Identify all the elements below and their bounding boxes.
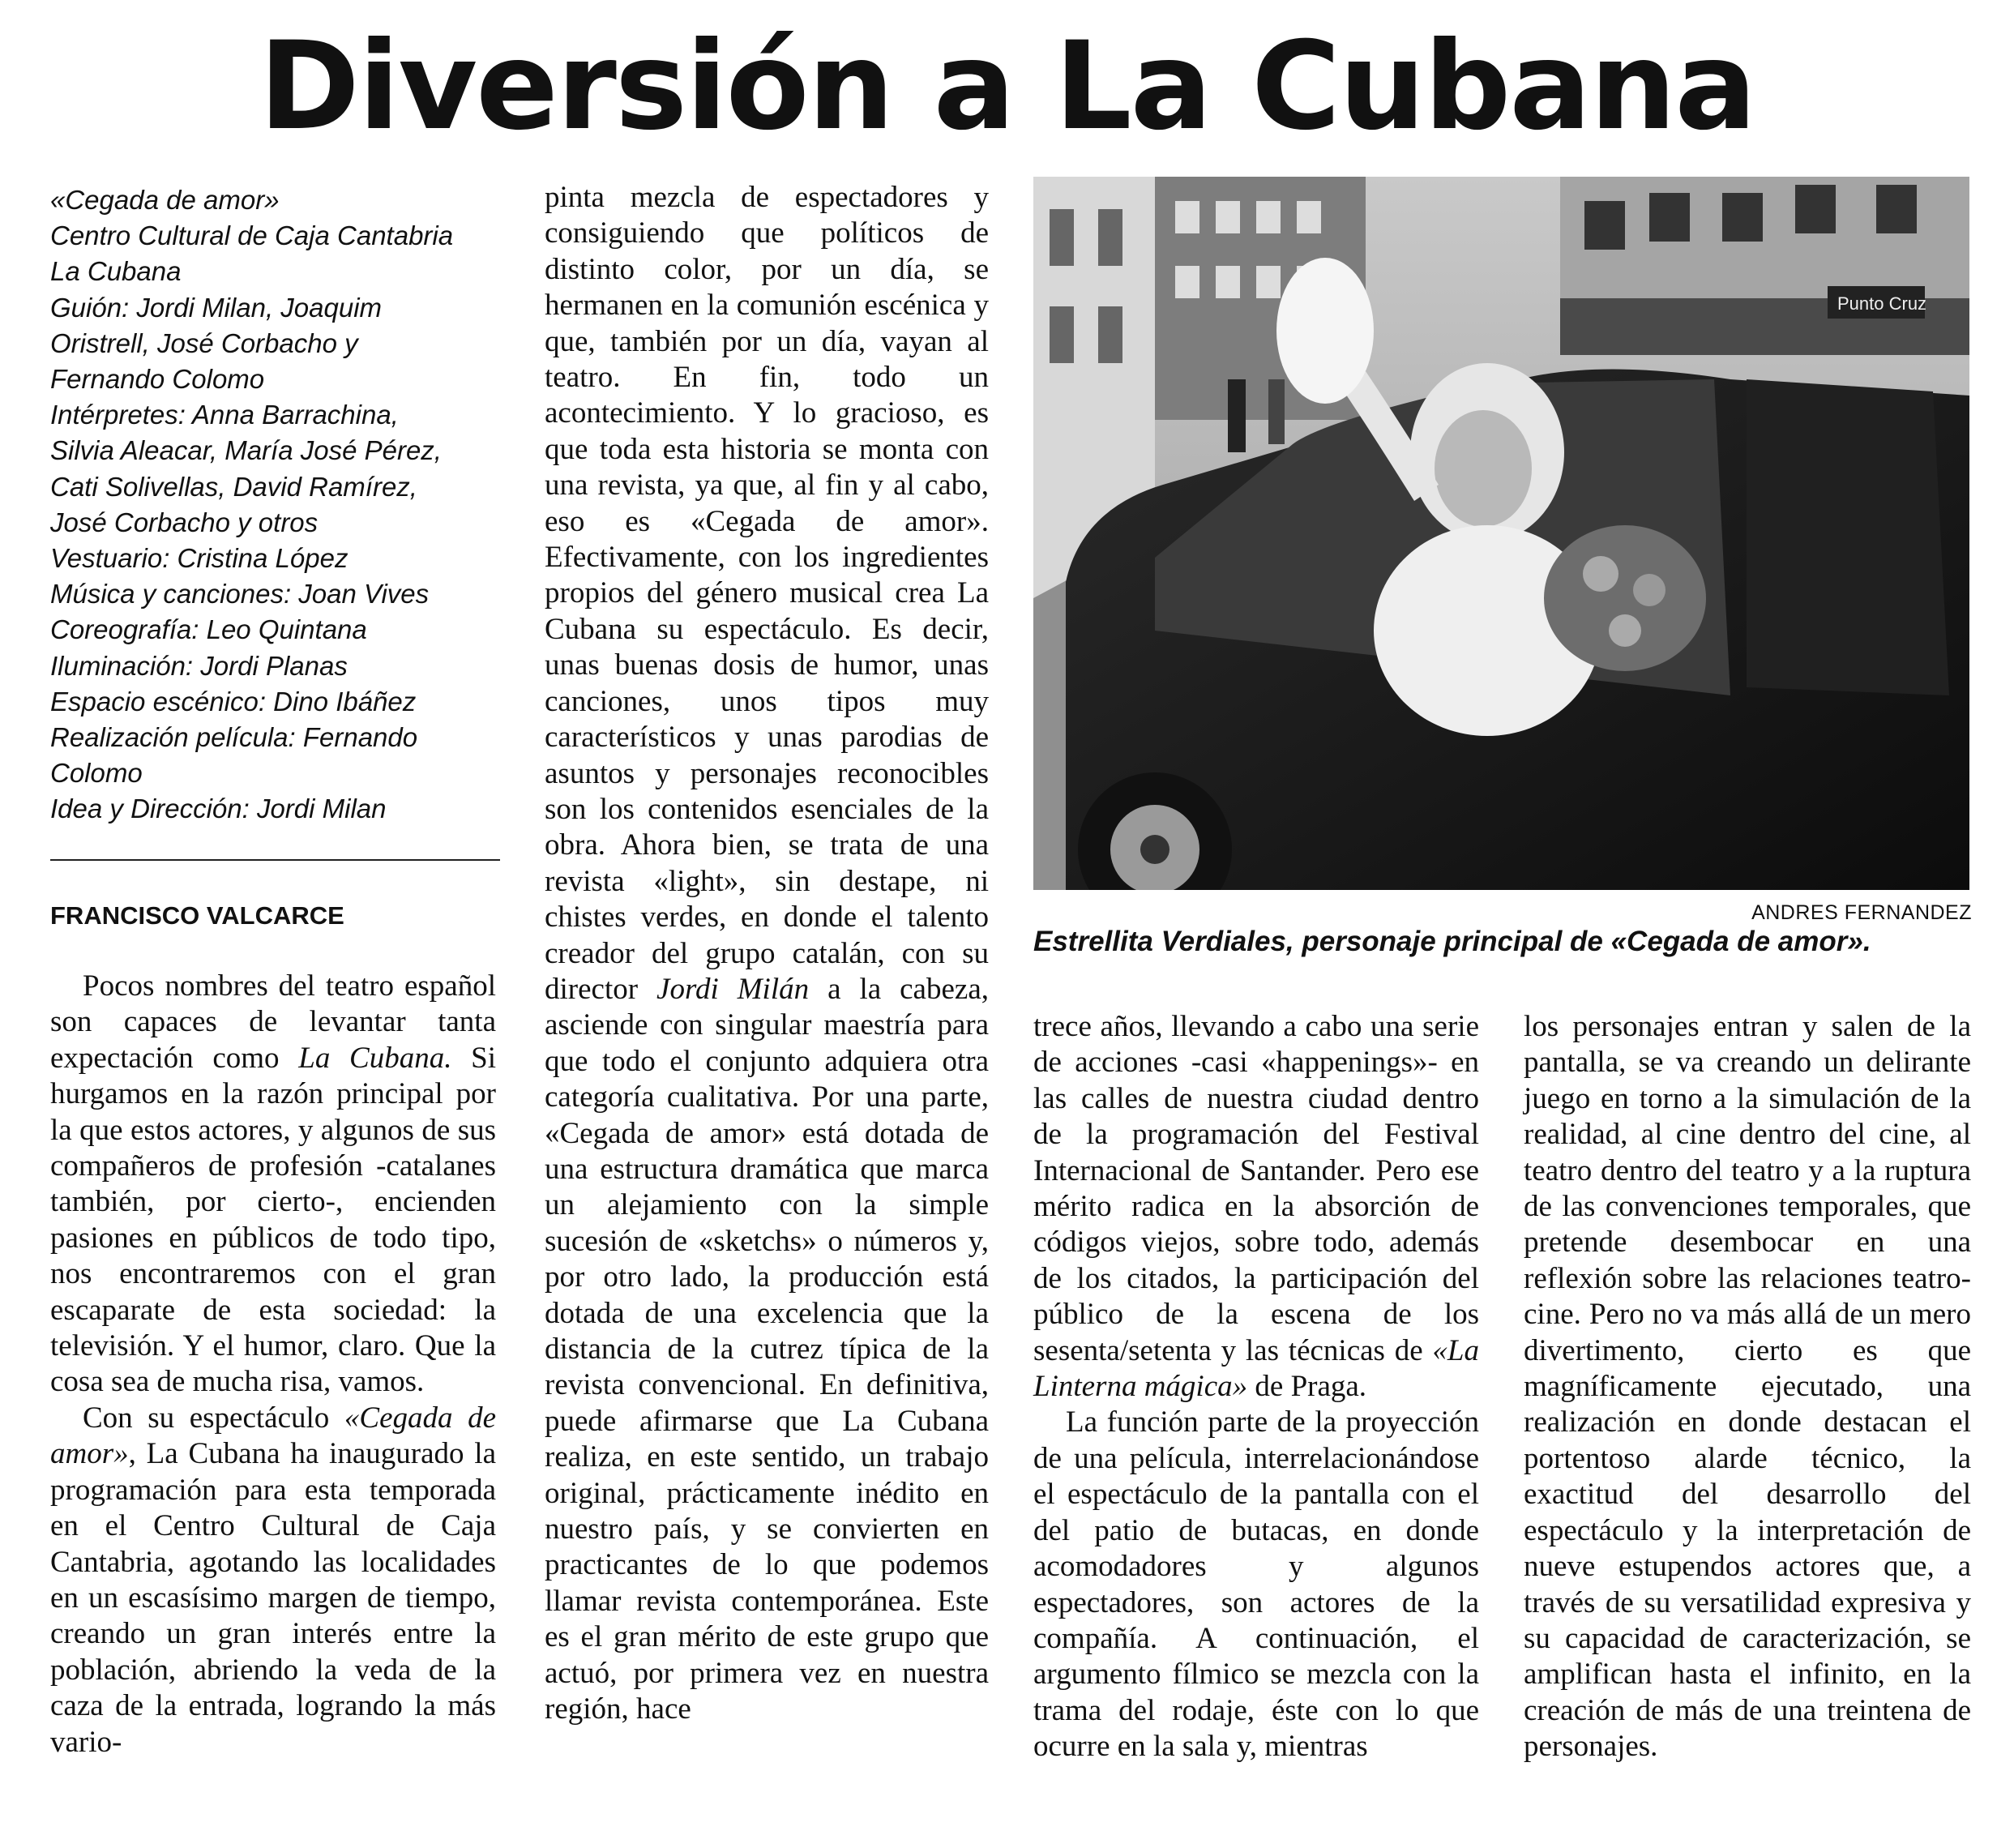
credit-line: Centro Cultural de Caja Cantabria xyxy=(50,220,454,251)
credit-line: Vestuario: Cristina López xyxy=(50,543,348,574)
credit-line: Música y canciones: Joan Vives xyxy=(50,579,430,610)
credit-line: Realización película: Fernando xyxy=(50,722,418,753)
divider-rule xyxy=(50,859,500,861)
article-paragraph: trece años, llevando a cabo una serie de acciones -casi «happenings»- en las calles de nuestra ciudad dentro de la programación del Festival Internacional de Santander. Pero ese mérito radica en la absorción de códigos viejos, sobre todo, además de los citados, la participación del público de la escena de los sesenta/setenta y las técnicas de «La Linterna mágica» de Praga. xyxy=(1033,1010,1479,1404)
news-photo xyxy=(1033,177,1969,890)
article-paragraph: pinta mezcla de espectadores y consiguiendo que políticos de distinto color, por un día, se hermanen en la comunión escénica y que, también por un día, vayan al teatro. En fin, todo un acontecimiento. Y lo gracioso, es que toda esta historia se monta con una revista, ya que, al fin y al cabo, eso es «Cegada de amor». Efectivamente, con los ingredientes propios del género musical crea La Cubana su espectáculo. Es decir, unas buenas dosis de humor, unas canciones, unos tipos muy característicos y unas parodias de asuntos y personajes reconocibles son los contenidos esenciales de la obra. Ahora bien, se trata de una revista «light», sin destape, ni chistes verdes, en donde el talento creador del grupo catalán, con su director Jordi Milán a la cabeza, asciende con singular maestría para que todo el conjunto adquiera otra categoría cualitativa. Por una parte, «Cegada de amor» está dotada de una estructura dramática que marca un alejamiento con la simple sucesión de «sketchs» o números y, por otro lado, la producción está dotada de una excelencia que la distancia de la cutrez típica de la revista convencional. En definitiva, puede afirmarse que La Cubana realiza, en este sentido, un trabajo original, prácticamente inédito en nuestro país, y se convierten en practicantes de lo que podemos llamar revista contemporánea. Este es el gran mérito de este grupo que actuó, por primera vez en nuestra región, hace xyxy=(545,181,989,1726)
article-column-4 xyxy=(1524,1009,1971,1765)
production-credits xyxy=(50,182,504,828)
article-column-3 xyxy=(1033,1009,1479,1765)
article-paragraph: los personajes entran y salen de la pantalla, se va creando un delirante juego en torno a la simulación de la realidad, al cine dentro del cine, al teatro dentro del teatro y a la ruptura de las convenciones temporales, que pretende desembocar en una reflexión sobre las relaciones teatro-cine. Pero no va más allá de un mero divertimento, cierto es que magníficamente ejecutado, una realización en donde destacan el portentoso alarde técnico, la exactitud del desarrollo del espectáculo y la interpretación de nueve estupendos actores que, a través de su versatilidad expresiva y su capacidad de caracterización, se amplifican hasta el infinito, en la creación de más de una treintena de personajes. xyxy=(1524,1010,1971,1764)
credit-line: «Cegada de amor» xyxy=(50,185,280,215)
author-byline: FRANCISCO VALCARCE xyxy=(50,901,344,930)
credit-line: Cati Solivellas, David Ramírez, xyxy=(50,471,417,502)
credit-line: Guión: Jordi Milan, Joaquim xyxy=(50,292,383,323)
credit-line: La Cubana xyxy=(50,256,182,287)
credit-line: José Corbacho y otros xyxy=(50,507,319,537)
credit-line: Silvia Aleacar, María José Pérez, xyxy=(50,435,442,466)
shop-sign: Punto Cruz xyxy=(1837,293,1927,314)
credit-line: Oristrell, José Corbacho y xyxy=(50,327,358,358)
photo-caption: Estrellita Verdiales, personaje principal de «Cegada de amor». xyxy=(1033,926,1871,957)
credit-line: Idea y Dirección: Jordi Milan xyxy=(50,794,387,824)
article-paragraph: Con su espectáculo «Cegada de amor», La Cubana ha inaugurado la programación para esta temporada en el Centro Cultural de Caja Cantabria, agotando las localidades en un escasísimo margen de tiempo, creando un gran interés entre la población, abriendo la veda de la caza de la entrada, logrando la más vario- xyxy=(50,1401,496,1759)
article-column-1 xyxy=(50,969,496,1760)
credit-line: Coreografía: Leo Quintana xyxy=(50,614,367,645)
credit-line: Intérpretes: Anna Barrachina, xyxy=(50,400,399,430)
article-paragraph: La función parte de la proyección de una película, interrelacionándose el espectáculo de la pantalla con el del patio de butacas, en donde acomodadores y algunos espectadores, son actores de la compañía. A continuación, el argumento fílmico se mezcla con la trama del rodaje, éste con lo que ocurre en la sala y, mientras xyxy=(1033,1405,1479,1764)
article-paragraph: Pocos nombres del teatro español son capaces de levantar tanta expectación como La Cubana. Si hurgamos en la razón principal por la que estos actores, y algunos de sus compañeros de profesión -catalanes también, por cierto-, encienden pasiones en públicos de todo tipo, nos encontraremos con el gran escaparate de esta sociedad: la televisión. Y el humor, claro. Que la cosa sea de mucha risa, vamos. xyxy=(50,969,496,1399)
credit-line: Iluminación: Jordi Planas xyxy=(50,650,348,681)
article-column-2 xyxy=(545,180,989,1727)
headline: Diversión a La Cubana xyxy=(259,16,1755,157)
photo-credit: ANDRES FERNANDEZ xyxy=(1751,901,1972,924)
credit-line: Colomo xyxy=(50,758,143,789)
credit-line: Espacio escénico: Dino Ibáñez xyxy=(50,686,417,717)
credit-line: Fernando Colomo xyxy=(50,364,265,395)
